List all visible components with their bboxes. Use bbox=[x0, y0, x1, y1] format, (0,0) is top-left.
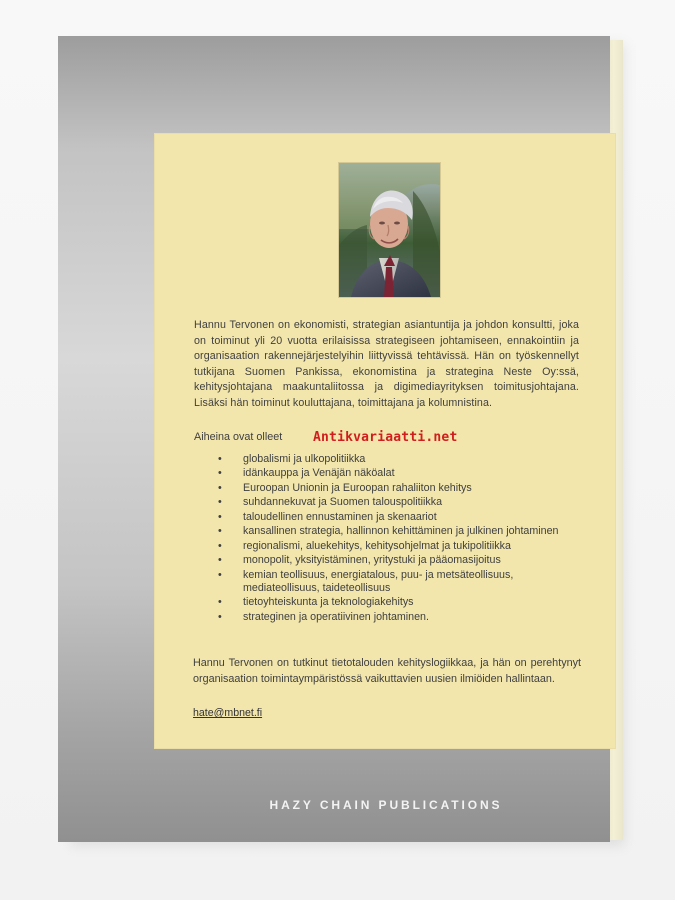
publisher-name: HAZY CHAIN PUBLICATIONS bbox=[269, 798, 503, 812]
bullet-icon: • bbox=[218, 539, 222, 552]
topics-intro: Aiheina ovat olleet bbox=[194, 431, 283, 443]
topic-text: tietoyhteiskunta ja teknologiakehitys bbox=[243, 596, 414, 609]
topics-list bbox=[218, 453, 580, 624]
topic-text: strateginen ja operatiivinen johtaminen. bbox=[243, 610, 429, 623]
bullet-icon: • bbox=[218, 510, 222, 523]
topic-text: globalismi ja ulkopolitiikka bbox=[243, 453, 366, 465]
bullet-icon: • bbox=[218, 481, 222, 494]
author-portrait-image bbox=[339, 163, 440, 297]
book-back-cover bbox=[58, 36, 610, 842]
list-item bbox=[218, 525, 580, 538]
list-item bbox=[218, 482, 580, 495]
list-item bbox=[218, 611, 580, 624]
bullet-icon: • bbox=[218, 554, 222, 567]
list-item bbox=[218, 540, 580, 553]
bullet-icon: • bbox=[218, 496, 222, 509]
topic-text: Euroopan Unionin ja Euroopan rahaliiton kehitys bbox=[243, 481, 472, 494]
topic-text: monopolit, yksityistäminen, yritystuki ja pääomasijoitus bbox=[243, 554, 501, 567]
topic-text: taloudellinen ennustaminen ja skenaariot bbox=[243, 510, 437, 523]
list-item bbox=[218, 596, 580, 609]
bullet-icon: • bbox=[218, 467, 222, 480]
bullet-icon: • bbox=[218, 610, 222, 623]
topic-text: idänkauppa ja Venäjän näköalat bbox=[243, 467, 395, 480]
author-portrait bbox=[338, 162, 441, 298]
closing-paragraph: Hannu Tervonen on tutkinut tietotalouden kehityslogiikkaa, ja hän on perehtynyt organisaation toimintaympäristössä vaikuttavien uusien ilmiöiden hallintaan. bbox=[193, 657, 581, 685]
bullet-icon: • bbox=[218, 596, 222, 609]
topic-text: regionalismi, aluekehitys, kehitysohjelmat ja tukipolitiikka bbox=[243, 539, 511, 552]
bullet-icon: • bbox=[218, 453, 222, 465]
bullet-icon: • bbox=[218, 525, 222, 538]
list-item bbox=[218, 554, 580, 567]
list-item bbox=[218, 467, 580, 480]
list-item bbox=[218, 569, 580, 595]
bullet-icon: • bbox=[218, 568, 222, 581]
topic-text: kemian teollisuus, energiatalous, puu- ja metsäteollisuus, mediateollisuus, taideteollisuus bbox=[243, 568, 514, 594]
email-address: hate@mbnet.fi bbox=[193, 707, 263, 719]
author-bio: Hannu Tervonen on ekonomisti, strategian asiantuntija ja johdon konsultti, joka on toiminut yli 20 vuotta erilaisissa strategiseen johtamiseen, ennakointiin ja organisaation rakennejärjestelyihin liittyvissä tehtävissä. Hän on työskennellyt tutkijana Suomen Pankissa, ekonomistina ja strategina Neste Oy:ssä, kehitysjohtajana maakuntaliitossa ja digimediayrityksen toimitusjohtajana. Lisäksi hän toiminut kouluttajana, toimittajana ja kolumnistina. bbox=[194, 319, 579, 409]
list-item bbox=[218, 496, 580, 509]
list-item bbox=[218, 511, 580, 524]
list-item bbox=[218, 453, 580, 466]
watermark-text: Antikvariaatti.net bbox=[313, 430, 458, 445]
topic-text: kansallinen strategia, hallinnon kehittäminen ja julkinen johtaminen bbox=[243, 525, 559, 538]
topic-text: suhdannekuvat ja Suomen talouspolitiikka bbox=[243, 496, 443, 509]
